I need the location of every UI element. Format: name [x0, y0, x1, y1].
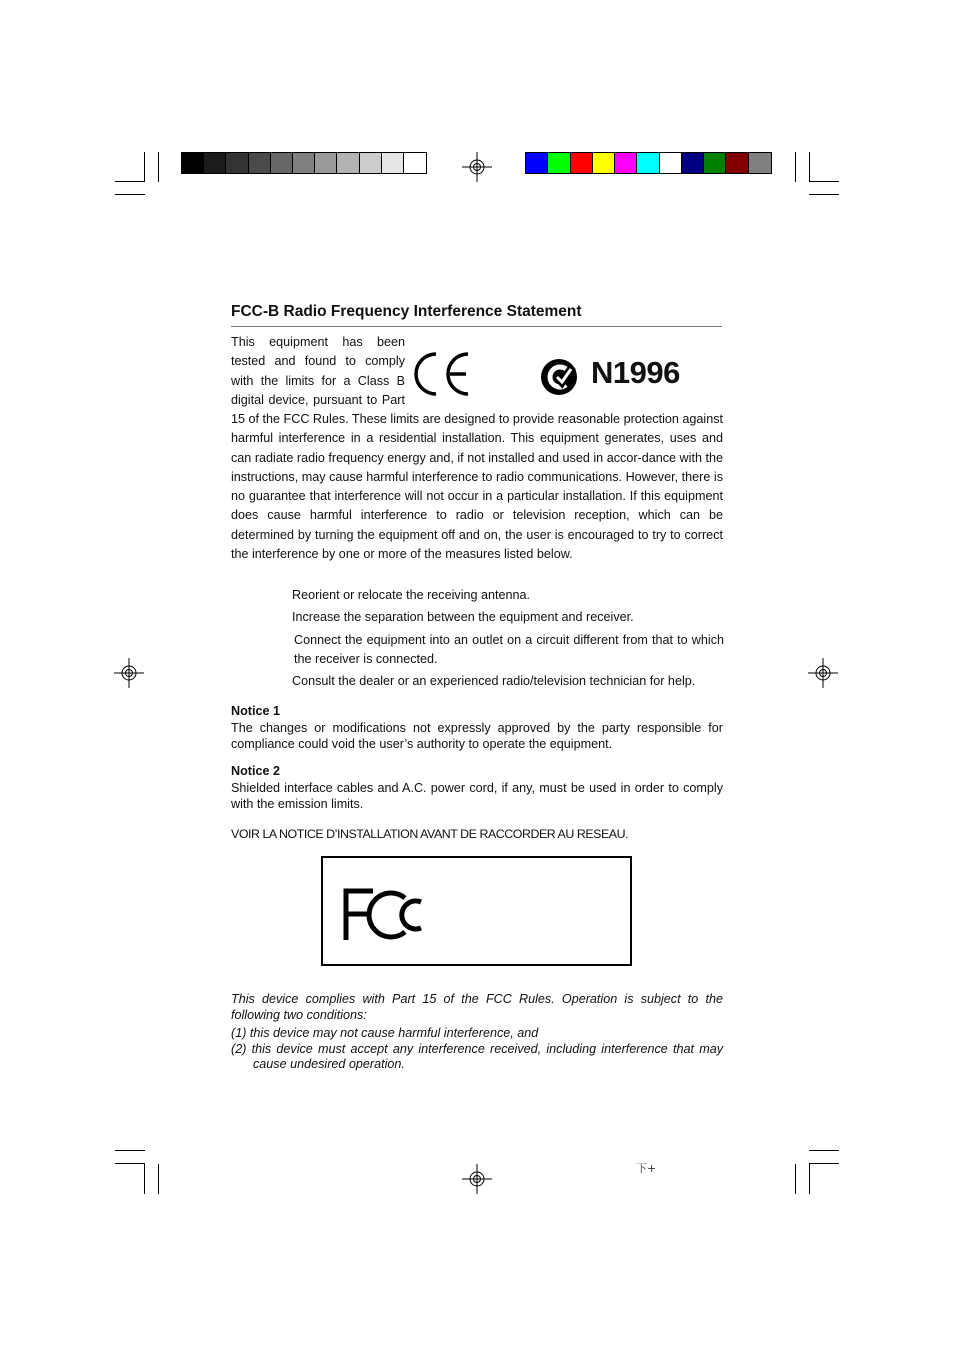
color-swatch — [704, 153, 726, 173]
notice-1 — [231, 704, 723, 752]
notice-heading: Notice 1 — [231, 704, 280, 718]
notice-heading: Notice 2 — [231, 764, 280, 778]
fcc-logo-box — [321, 856, 632, 966]
registration-mark-icon — [462, 1164, 492, 1194]
color-swatch — [682, 153, 704, 173]
ce-mark-icon — [410, 348, 472, 400]
color-swatch — [315, 153, 337, 173]
compliance-condition: (2) this device must accept any interference received, including interference that may cause undesired operation. — [231, 1041, 723, 1071]
french-notice: VOIR LA NOTICE D’INSTALLATION AVANT DE RACCORDER AU RESEAU. — [231, 827, 629, 841]
color-swatch — [593, 153, 615, 173]
statement-body: 15 of the FCC Rules. These limits are designed to provide reasonable protection against harmful interference in a residential installation. This equipment generates, uses and can radiate radio frequency energy and, if not installed and used in accor-dance with the instructions, may cause harmful interference to radio communications. However, there is no guarantee that interference will not occur in a particular installation. If this equipment does cause harmful interference to radio or television reception, which can be determined by turning the equipment off and on, the user is encouraged to try to correct the interference by one or more of the measures listed below. — [231, 412, 723, 562]
color-swatch — [293, 153, 315, 173]
color-swatch — [226, 153, 248, 173]
color-swatch — [182, 153, 204, 173]
color-swatch — [660, 153, 682, 173]
color-swatch — [726, 153, 748, 173]
intro-line: with the limits for a Class B — [231, 373, 405, 388]
measures-list — [292, 586, 724, 691]
grayscale-calibration-bar — [181, 152, 427, 174]
notice-text: Shielded interface cables and A.C. power cord, if any, must be used in order to comply with the emission limits. — [231, 781, 723, 811]
color-swatch — [249, 153, 271, 173]
color-swatch — [382, 153, 404, 173]
fcc-logo-label: FC — [343, 888, 345, 889]
page-title: FCC-B Radio Frequency Interference Statement — [231, 303, 582, 320]
c-tick-code: N1996 — [591, 355, 680, 390]
title-divider — [231, 326, 722, 327]
list-item: Reorient or relocate the receiving antenna. — [292, 588, 531, 602]
color-swatch — [548, 153, 570, 173]
color-swatch — [615, 153, 637, 173]
intro-line: This equipment has been — [231, 335, 405, 349]
page-marker: 下+ — [636, 1162, 657, 1175]
color-swatch — [749, 153, 771, 173]
color-swatch — [271, 153, 293, 173]
color-calibration-bar — [525, 152, 772, 174]
list-item: Connect the equipment into an outlet on a circuit different from that to which the receiver is connected. — [294, 632, 724, 666]
intro-line: tested and found to comply — [231, 354, 405, 369]
color-swatch — [360, 153, 382, 173]
list-item: Consult the dealer or an experienced radio/television technician for help. — [292, 674, 696, 689]
color-swatch — [571, 153, 593, 173]
registration-mark-icon — [114, 658, 144, 688]
notice-text: The changes or modifications not expressly approved by the party responsible for compliance could void the user’s authority to operate the equipment. — [231, 721, 723, 751]
intro-line: digital device, pursuant to Part — [231, 392, 405, 407]
notice-2 — [231, 764, 723, 812]
intro-text — [231, 333, 405, 410]
registration-mark-icon — [462, 152, 492, 182]
registration-mark-icon — [808, 658, 838, 688]
c-tick-icon — [540, 358, 578, 396]
color-swatch — [637, 153, 659, 173]
color-swatch — [204, 153, 226, 173]
fcc-logo-icon — [343, 888, 429, 942]
ce-mark-label: CE — [410, 348, 412, 349]
list-item: Increase the separation between the equipment and receiver. — [292, 610, 634, 625]
color-swatch — [526, 153, 548, 173]
compliance-statement — [231, 992, 723, 1073]
color-swatch — [337, 153, 359, 173]
color-swatch — [404, 153, 426, 173]
compliance-condition: (1) this device may not cause harmful interference, and — [231, 1026, 539, 1040]
compliance-intro: This device complies with Part 15 of the FCC Rules. Operation is subject to the following two conditions: — [231, 992, 723, 1022]
